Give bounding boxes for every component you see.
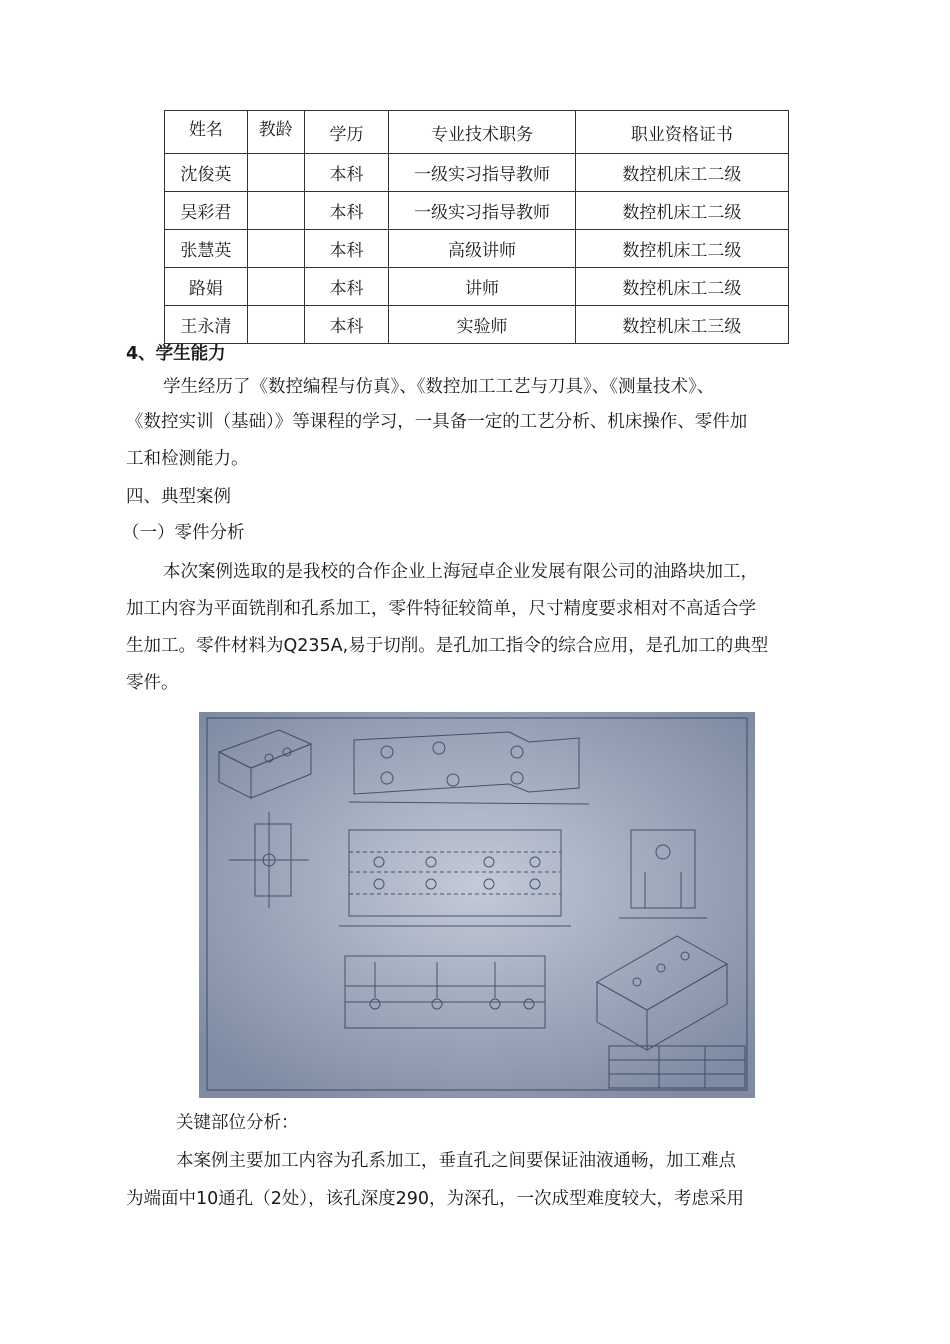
- teacher-table: [164, 110, 789, 344]
- section-heading-student-ability: 4、学生能力: [126, 344, 226, 364]
- header-title: 专业技术职务: [389, 111, 575, 154]
- table-row: [165, 154, 789, 192]
- cell-certificate: 数控机床工三级: [575, 306, 788, 344]
- table-header-row: [165, 111, 789, 154]
- cell-name: 王永清: [165, 306, 248, 344]
- table-row: [165, 230, 789, 268]
- cell-certificate: 数控机床工二级: [575, 230, 788, 268]
- header-education: 学历: [304, 111, 389, 154]
- cell-certificate: 数控机床工二级: [575, 192, 788, 230]
- table-row: [165, 192, 789, 230]
- paragraph-line: 工和检测能力。: [126, 449, 249, 469]
- cell-name: 吴彩君: [165, 192, 248, 230]
- header-name: 姓名: [165, 111, 248, 154]
- header-certificate: 职业资格证书: [575, 111, 788, 154]
- header-teaching-years: 教龄: [247, 111, 304, 154]
- cell-teaching-years: [247, 192, 304, 230]
- table-row: [165, 268, 789, 306]
- paragraph-line: 加工内容为平面铣削和孔系加工，零件特征较简单，尺寸精度要求相对不高适合学: [126, 599, 756, 619]
- cell-title: 一级实习指导教师: [389, 192, 575, 230]
- subsection-heading-part-analysis: （一）零件分析: [122, 523, 245, 543]
- cell-title: 实验师: [389, 306, 575, 344]
- cell-name: 沈俊英: [165, 154, 248, 192]
- cell-name: 路娟: [165, 268, 248, 306]
- cell-teaching-years: [247, 306, 304, 344]
- cell-teaching-years: [247, 268, 304, 306]
- cell-education: 本科: [304, 306, 389, 344]
- cell-certificate: 数控机床工二级: [575, 154, 788, 192]
- table-row: [165, 306, 789, 344]
- cell-name: 张慧英: [165, 230, 248, 268]
- paragraph-line: 本案例主要加工内容为孔系加工，垂直孔之间要保证油液通畅，加工难点: [176, 1151, 736, 1171]
- chapter-heading-typical-case: 四、典型案例: [126, 487, 231, 507]
- cell-education: 本科: [304, 268, 389, 306]
- cell-teaching-years: [247, 230, 304, 268]
- cell-title: 讲师: [389, 268, 575, 306]
- paragraph-line: 为端面中10通孔（2处），该孔深度290，为深孔，一次成型难度较大，考虑采用: [126, 1189, 745, 1209]
- paragraph-line: 生加工。零件材料为Q235A,易于切削。是孔加工指令的综合应用，是孔加工的典型: [126, 636, 769, 656]
- paragraph-line: 《数控实训（基础）》等课程的学习，一具备一定的工艺分析、机床操作、零件加: [126, 412, 748, 432]
- cell-education: 本科: [304, 230, 389, 268]
- paragraph-line: 本次案例选取的是我校的合作企业上海冠卓企业发展有限公司的油路块加工，: [163, 562, 758, 582]
- cell-certificate: 数控机床工二级: [575, 268, 788, 306]
- cell-education: 本科: [304, 154, 389, 192]
- cell-title: 一级实习指导教师: [389, 154, 575, 192]
- paragraph-line: 零件。: [126, 673, 179, 693]
- cell-title: 高级讲师: [389, 230, 575, 268]
- subheading-key-analysis: 关键部位分析：: [176, 1113, 299, 1133]
- paragraph-line: 学生经历了《数控编程与仿真》、《数控加工工艺与刀具》、《测量技术》、: [163, 377, 715, 397]
- engineering-drawing-photo: [199, 712, 755, 1098]
- cell-education: 本科: [304, 192, 389, 230]
- cell-teaching-years: [247, 154, 304, 192]
